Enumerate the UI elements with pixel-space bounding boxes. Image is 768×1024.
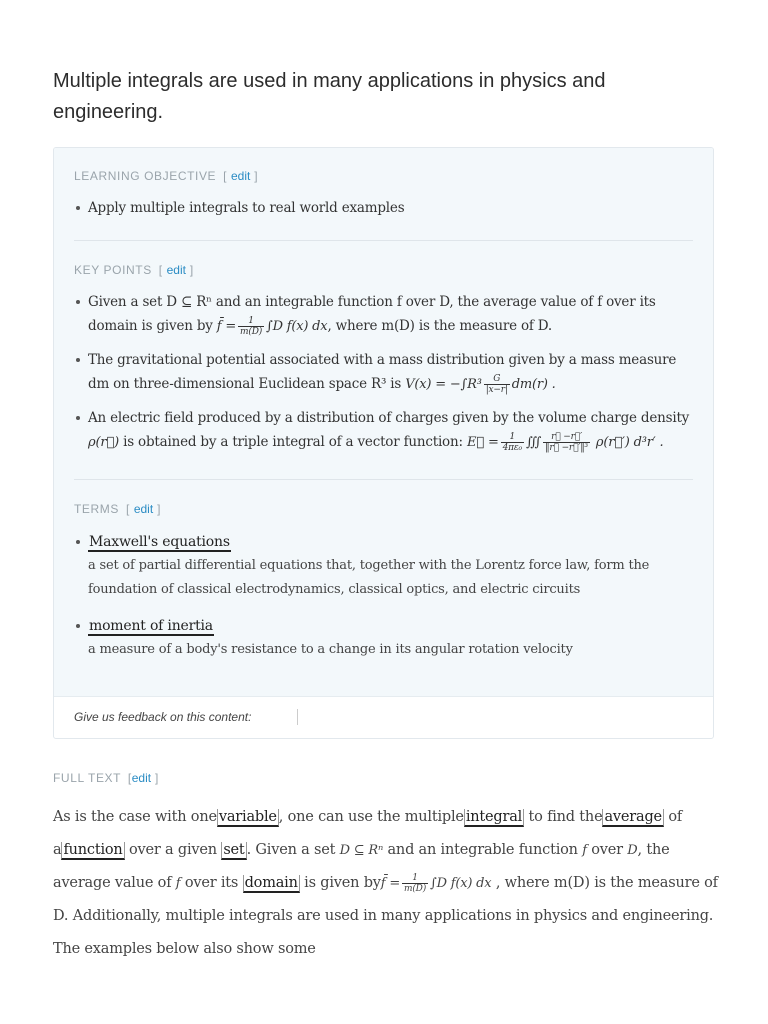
formula-part: f̄ = [216, 319, 237, 334]
formula-part: V(x) = −∫R³ [405, 377, 482, 392]
formula-part: f [582, 843, 587, 858]
glossary-link-variable[interactable]: variable [218, 809, 277, 825]
full-text-edit-link[interactable]: edit [131, 771, 152, 785]
term-item [88, 530, 695, 602]
key-point-item [88, 290, 695, 339]
formula [405, 374, 556, 395]
key-point-text: , where m(D) is the measure of D. [327, 318, 553, 334]
page-headline: Multiple integrals are used in many applications in physics and engineering. [53, 70, 606, 123]
learning-objective-item: Apply multiple integrals to real world examples [88, 196, 695, 220]
feedback-prompt: Give us feedback on this content: [74, 710, 252, 724]
formula-part: f̄ = [380, 876, 401, 891]
fraction-denominator: m(D) [240, 327, 263, 337]
body-text: , one can use the multiple [278, 809, 464, 825]
key-point-item [88, 406, 695, 455]
learning-objective-list [74, 196, 695, 220]
feedback-separator [297, 709, 298, 725]
fraction-denominator: m(D) [404, 884, 427, 894]
formula [466, 432, 664, 453]
body-text: to find the [524, 809, 603, 825]
formula-part: dm(r) . [511, 377, 556, 392]
terms-title: TERMS [74, 502, 119, 516]
full-text-label: FULL TEXT [edit ] [53, 771, 159, 785]
key-points-title: KEY POINTS [74, 263, 152, 277]
term-link[interactable]: Maxwell's equations [89, 534, 230, 550]
full-text-body [53, 801, 721, 966]
body-text: over a given [124, 842, 222, 858]
terms-list [74, 530, 695, 662]
divider [74, 479, 693, 480]
learning-objective-title: LEARNING OBJECTIVE [74, 169, 217, 183]
key-points-label: KEY POINTS [ edit ] [74, 263, 194, 277]
terms-label: TERMS [ edit ] [74, 502, 162, 516]
body-text: , where m(D) is the measure of D. Additionally, multiple integrals are used in many applications in physics and engineering. The examples below also show some [53, 875, 718, 957]
key-point-text: The gravitational potential associated with a mass distribution given by a mass measure dm on three-dimensional Euclidean space R³ is [88, 352, 677, 392]
fraction-denominator: |x−r| [485, 385, 508, 395]
term-item [88, 614, 695, 662]
body-text: over [586, 842, 628, 858]
body-text: of a [53, 809, 683, 858]
glossary-link-integral[interactable]: integral [465, 809, 523, 825]
formula-part: f [175, 876, 181, 891]
fraction-numerator: 1 [238, 316, 264, 327]
body-text: As is the case with one [53, 809, 217, 825]
fraction-denominator: 4πε₀ [502, 443, 522, 453]
key-point-text: An electric field produced by a distribution of charges given by the volume charge density [88, 410, 690, 426]
formula [380, 873, 492, 894]
fraction-numerator: 1 [402, 873, 428, 884]
divider [74, 240, 693, 241]
formula-part: ∭ [525, 435, 542, 450]
full-text-title: FULL TEXT [53, 771, 121, 785]
learning-objective-label: LEARNING OBJECTIVE [ edit ] [74, 169, 259, 183]
glossary-link-average[interactable]: average [604, 809, 662, 825]
formula-part: D ⊆ Rⁿ [339, 843, 384, 858]
glossary-link-set[interactable]: set [223, 842, 245, 858]
terms-edit-link[interactable]: edit [133, 502, 154, 516]
body-text: is given by [299, 875, 381, 891]
key-point-item [88, 348, 695, 397]
fraction-numerator: r⃗ −r⃗′ [543, 432, 590, 443]
body-text: and an integrable function [383, 842, 583, 858]
fraction-denominator: ‖r⃗ −r⃗′‖³ [545, 443, 588, 453]
formula-part: ρ(r⃗) [88, 435, 120, 450]
body-text: . Given a set [246, 842, 340, 858]
summary-card-body [54, 148, 713, 697]
key-points-edit-link[interactable]: edit [166, 263, 186, 277]
learning-objective-edit-link[interactable]: edit [230, 169, 251, 183]
summary-card [53, 147, 714, 739]
formula [216, 316, 328, 337]
key-point-text: is obtained by a triple integral of a vector function: [123, 434, 463, 450]
term-definition: a measure of a body's resistance to a change in its angular rotation velocity [88, 642, 573, 657]
formula-part: ρ(r⃗′) d³r′ . [595, 435, 664, 450]
key-points-list [74, 290, 695, 455]
body-text: over its [180, 875, 243, 891]
term-definition: a set of partial differential equations that, together with the Lorentz force law, form the foundation of classical electrodynamics, classical optics, and electric circuits [88, 558, 650, 597]
formula-part: ∫D f(x) dx [430, 876, 492, 891]
formula-part: D [627, 843, 638, 858]
glossary-link-domain[interactable]: domain [244, 875, 298, 891]
fraction-numerator: 1 [501, 432, 524, 443]
glossary-link-function[interactable]: function [63, 842, 123, 858]
body-text: , the average value of [53, 842, 670, 891]
formula-part: ∫D f(x) dx [266, 319, 328, 334]
formula-part: E⃗ = [466, 435, 499, 450]
key-point-text: Given a set D ⊆ Rⁿ and an integrable function f over D, the average value of f over its domain is given by [88, 294, 656, 334]
term-link[interactable]: moment of inertia [89, 618, 213, 634]
fraction-numerator: G [484, 374, 510, 385]
